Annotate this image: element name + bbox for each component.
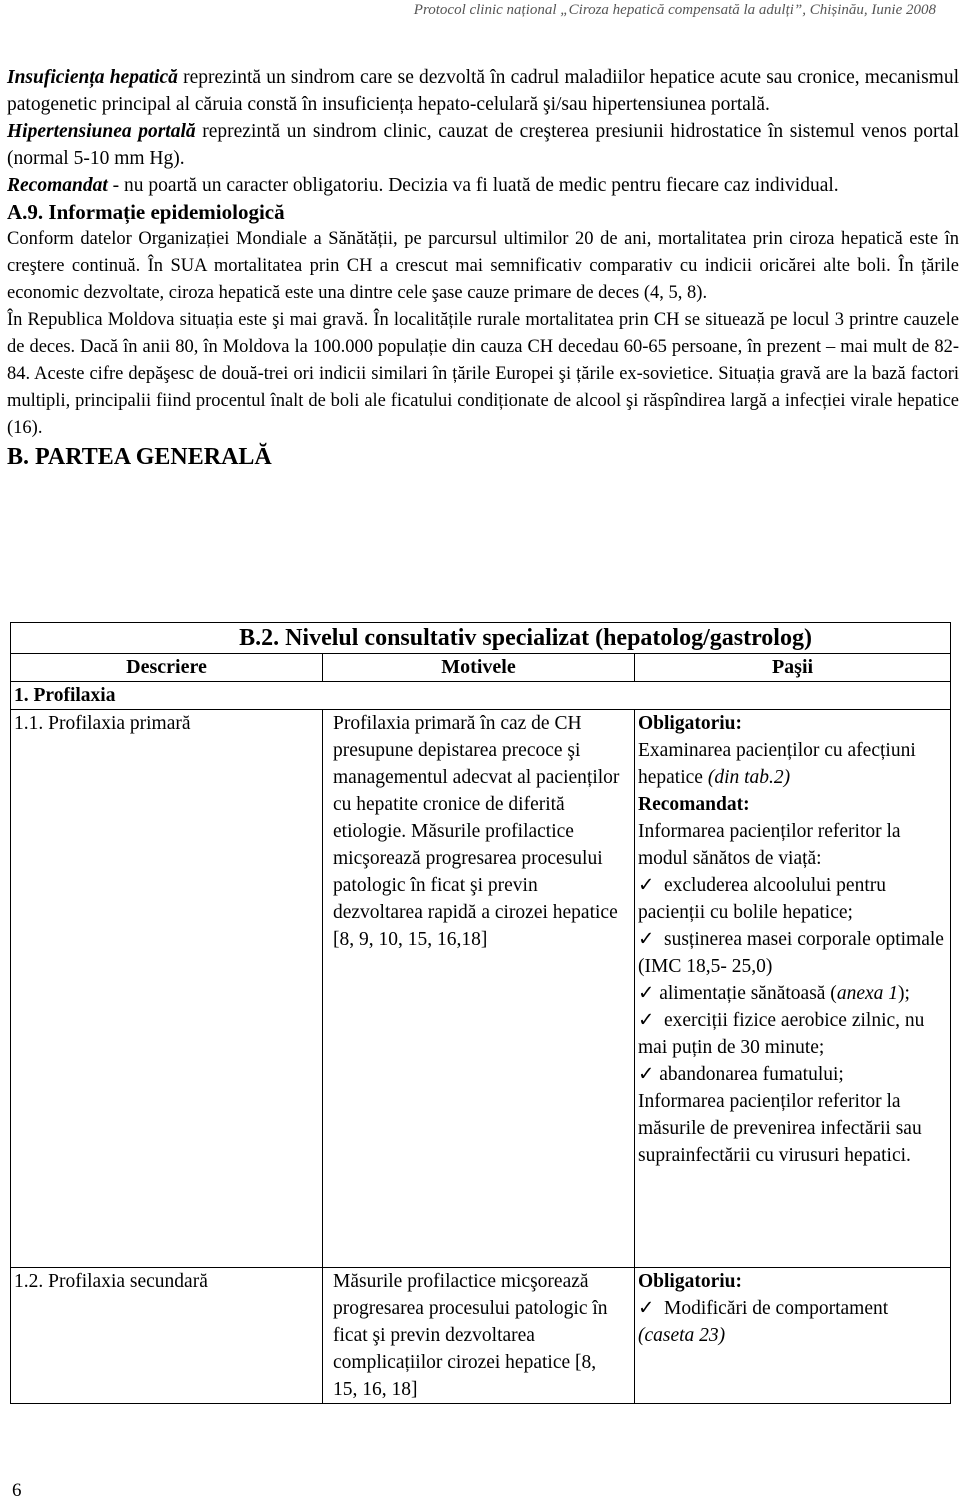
consult-table [10, 622, 951, 1404]
row2-spacer [638, 1349, 947, 1403]
row1-check-item [638, 872, 947, 926]
row1-check-item [638, 980, 947, 1007]
check-fumat: abandonarea fumatului; [659, 1064, 844, 1085]
check-alimentatie-end: ); [898, 983, 910, 1004]
paragraph-moldova: În Republica Moldova situația este şi mai gravă. În localitățile rurale mortalitatea prin CH se situează pe locul 3 printre cauzele de deces. Dacă în anii 80, în Moldova la 100.000 populație din cauza CH decedau 60-65 persoane, în prezent – mai mult de 82-84. Aceste cifre depăşesc de două-trei ori indicii similari în țările Europei şi țările ex-sovietice. Situația gravă are la bază factori multipli, principalii fiind procentul înalt de boli ale ficatului condiționate de alcool şi răspîndirea largă a infecției virale hepatice (16). [7, 310, 959, 438]
row1-check-item [638, 1007, 947, 1061]
checkmark-icon: ✓ [638, 983, 655, 1004]
check-alcool: excluderea alcoolului pentru pacienții cu bolile hepatice; [638, 875, 886, 923]
row1-check-item [638, 926, 947, 980]
page-header: Protocol clinic național „Ciroza hepatică compensată la adulți”, Chișinău, Iunie 2008 [413, 2, 936, 18]
row2-motive: Măsurile profilactice micşorează progresarea procesului patologic în ficat şi previn dezvoltarea complicațiilor cirozei hepatice [8, 15, 16, 18] [323, 1268, 635, 1404]
heading-a9: A.9. Informație epidemiologică [7, 200, 285, 224]
text-recomandat: - nu poartă un caracter obligatoriu. Decizia va fi luată de medic pentru fiecare caz individual. [107, 175, 839, 196]
row1-steps [635, 710, 951, 1268]
checkmark-icon: ✓ [638, 875, 655, 896]
paragraph-insuficienta [7, 64, 959, 118]
row1-obl-ref: (din tab.2) [707, 767, 791, 788]
row1-recomandat-label: Recomandat: [638, 794, 750, 815]
check-exercitii: exerciții fizice aerobice zilnic, nu mai puțin de 30 minute; [638, 1010, 925, 1058]
row2-description: 1.2. Profilaxia secundară [11, 1268, 323, 1404]
row1-obl-text: Examinarea pacienților cu afecțiuni hepatice [638, 740, 916, 788]
row1-description: 1.1. Profilaxia primară [11, 710, 323, 1268]
table-section-row [11, 682, 951, 710]
check-comportament: Modificări de comportament [664, 1298, 889, 1319]
paragraph-hipertensiune [7, 118, 959, 172]
header-pasii: Paşii [635, 654, 951, 682]
paragraph-oms: Conform datelor Organizației Mondiale a Sănătății, pe parcursul ultimilor 20 de ani, mortalitatea prin ciroza hepatică este în creştere continuă. În SUA mortalitatea prin CH a crescut mai semnificativ comparativ cu indicii oricărei alte boli. În țările economic dezvoltate, ciroza hepatică este una dintre cele şase cauze primare de deces (4, 5, 8). [7, 229, 959, 303]
header-descriere: Descriere [11, 654, 323, 682]
table-header-row [11, 654, 951, 682]
term-recomandat: Recomandat [7, 175, 108, 196]
check-alimentatie: alimentație sănătoasă ( [659, 983, 837, 1004]
section-profilaxia: 1. Profilaxia [11, 682, 951, 710]
term-insuficienta: Insuficiența hepatică [7, 67, 178, 88]
checkmark-icon: ✓ [638, 1010, 655, 1031]
row2-steps [635, 1268, 951, 1404]
row1-recomandat-intro: Informarea pacienților referitor la modul sănătos de viață: [638, 821, 901, 869]
body-text [7, 64, 959, 472]
row1-obligatoriu-text [638, 737, 947, 791]
row2-check-item [638, 1295, 947, 1322]
heading-part-b: B. PARTEA GENERALĂ [7, 444, 272, 470]
page-number: 6 [12, 1480, 22, 1501]
text-insuficienta: reprezintă un sindrom care se dezvoltă în cadrul maladiilor hepatice acute sau cronice, mecanismul patogenetic principal al căruia constă în insuficiența hepato-celulară şi/sau hipertensiunea portală. [7, 67, 960, 115]
checkmark-icon: ✓ [638, 1064, 655, 1085]
row1-recomandat-outro: Informarea pacienților referitor la măsurile de prevenirea infectării sau suprainfectării cu virusuri hepatici. [638, 1091, 922, 1166]
row1-obligatoriu-label: Obligatoriu: [638, 713, 743, 734]
checkmark-icon: ✓ [638, 1298, 655, 1319]
header-motivele: Motivele [323, 654, 635, 682]
check-alimentatie-ref: anexa 1 [836, 983, 898, 1004]
term-hipertensiune: Hipertensiunea portală [7, 121, 196, 142]
paragraph-recomandat [7, 172, 959, 199]
row1-motive: Profilaxia primară în caz de CH presupune depistarea precoce şi managementul adecvat al pacienților cu hepatite cronice de diferită etiologie. Măsurile profilactice micşorează progresarea procesului patologic în ficat şi previn dezvoltarea rapidă a cirozei hepatice [8, 9, 10, 15, 16,18] [323, 710, 635, 1268]
row2-obligatoriu-label: Obligatoriu: [638, 1271, 743, 1292]
table-row [11, 1268, 951, 1404]
row1-check-item [638, 1061, 947, 1088]
table-row [11, 710, 951, 1268]
text-hipertensiune: reprezintă un sindrom clinic, cauzat de creşterea presiunii hidrostatice în sistemul venos portal (normal 5-10 mm Hg). [7, 121, 959, 169]
table-title: B.2. Nivelul consultativ specializat (hepatolog/gastrolog) [11, 623, 951, 654]
checkmark-icon: ✓ [638, 929, 655, 950]
row2-reference: (caseta 23) [638, 1325, 726, 1346]
check-masa: susținerea masei corporale optimale (IMC 18,5- 25,0) [638, 929, 944, 977]
